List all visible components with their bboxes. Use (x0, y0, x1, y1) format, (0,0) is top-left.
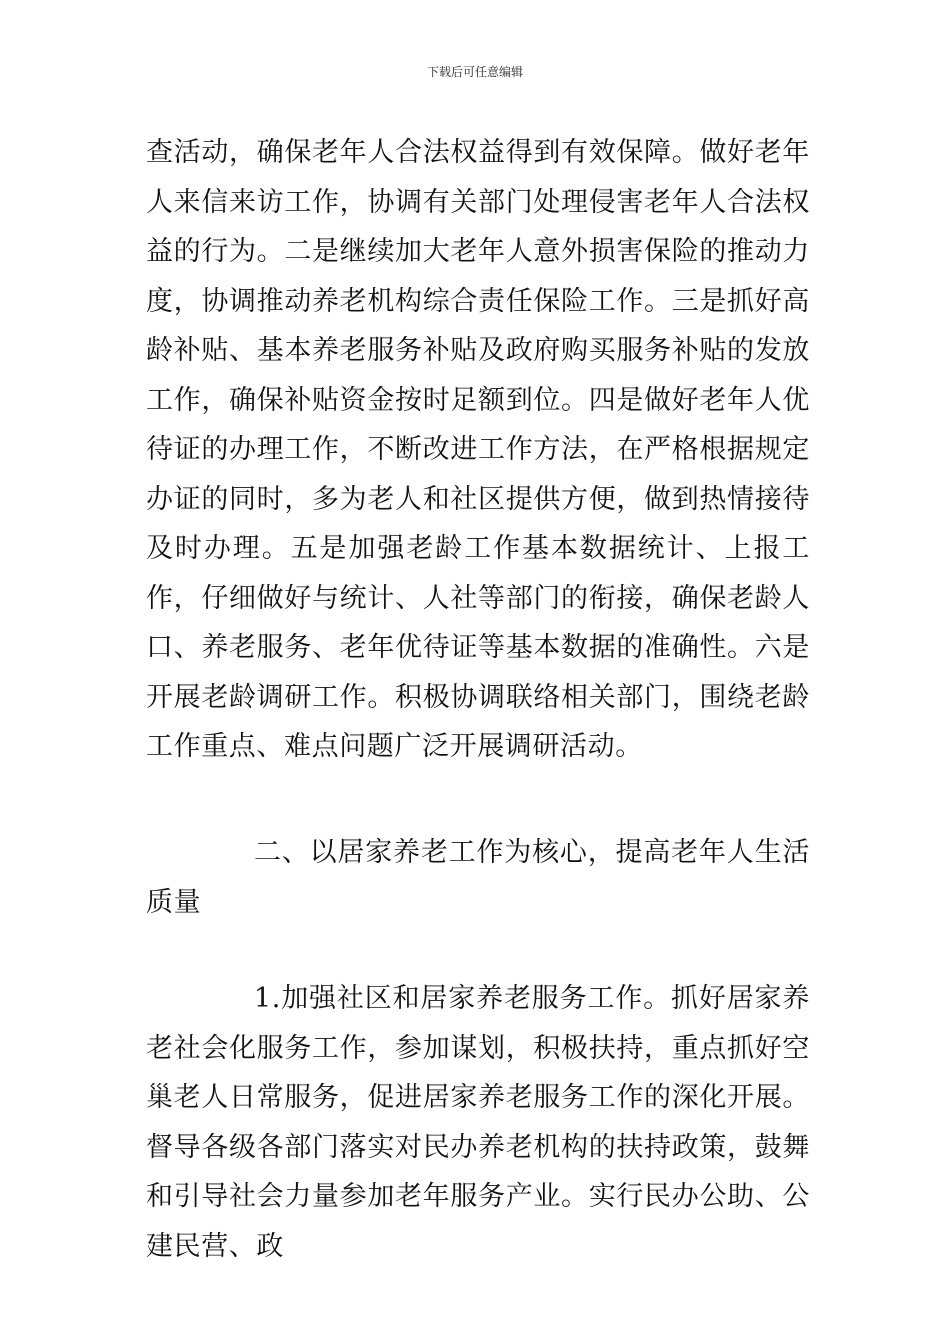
body-paragraph: 查活动，确保老年人合法权益得到有效保障。做好老年人来信来访工作，协调有关部门处理侵害老年人合法权益的行为。二是继续加大老年人意外损害保险的推动力度，协调推动养老机构综合责任保险工作。三是抓好高龄补贴、基本养老服务补贴及政府购买服务补贴的发放工作，确保补贴资金按时足额到位。四是做好老年人优待证的办理工作，不断改进工作方法，在严格根据规定办证的同时，多为老人和社区提供方便，做到热情接待及时办理。五是加强老龄工作基本数据统计、上报工作，仔细做好与统计、人社等部门的衔接，确保老龄人口、养老服务、老年优待证等基本数据的准确性。六是开展老龄调研工作。积极协调联络相关部门，围绕老龄工作重点、难点问题广泛开展调研活动。 (146, 137, 810, 762)
body-paragraph-item-1: 1.加强社区和居家养老服务工作。抓好居家养老社会化服务工作，参加谋划，积极扶持，重点抓好空巢老人日常服务，促进居家养老服务工作的深化开展。督导各级各部门落实对民办养老机构的扶持政策，鼓舞和引导社会力量参加老年服务产业。实行民办公助、公建民营、政 (146, 983, 810, 1262)
section-heading: 二、以居家养老工作为核心，提高老年人生活质量 (146, 837, 810, 918)
page-header-note: 下载后可任意编辑 (426, 65, 523, 79)
